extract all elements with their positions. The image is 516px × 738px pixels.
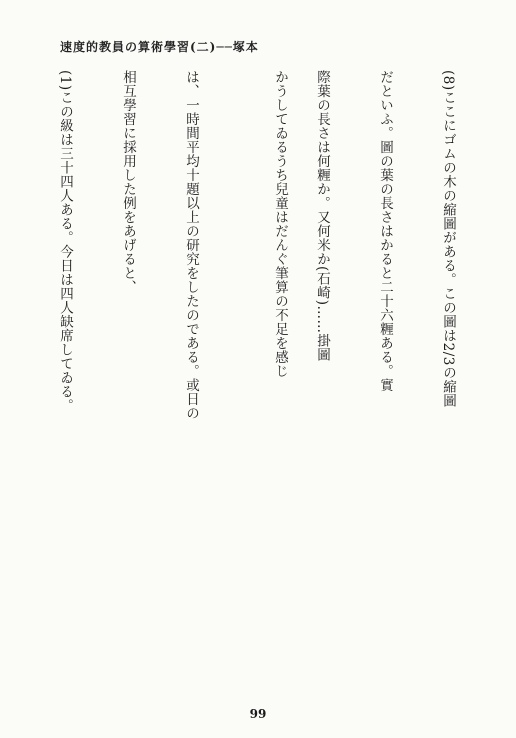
line: (8)ここにゴムの木の縮圖がある。この圖は2/3の縮圖 — [440, 70, 456, 408]
line: (1)この級は三十四人ある。今日は四人缺席してゐる。 — [57, 70, 73, 413]
line: は、一時間平均十題以上の研究をしたのである。或日の — [183, 70, 199, 420]
page-number: 99 — [249, 707, 267, 721]
line: 相互學習に採用した例をあげると、 — [120, 70, 136, 294]
line: かうしてゐるうち兒童はだんぐ筆算の不足を感じ — [272, 70, 288, 378]
text-column-right-b — [262, 70, 332, 690]
line: 際葉の長さは何糎か。又何米か(石崎)……掛圖 — [314, 70, 330, 362]
text-column-left — [18, 70, 243, 690]
running-header: 速度的教員の算術學習(二)──塚本 — [60, 40, 259, 54]
line: だといふ。圖の葉の長さはかると二十六糎ある。實 — [377, 70, 393, 392]
